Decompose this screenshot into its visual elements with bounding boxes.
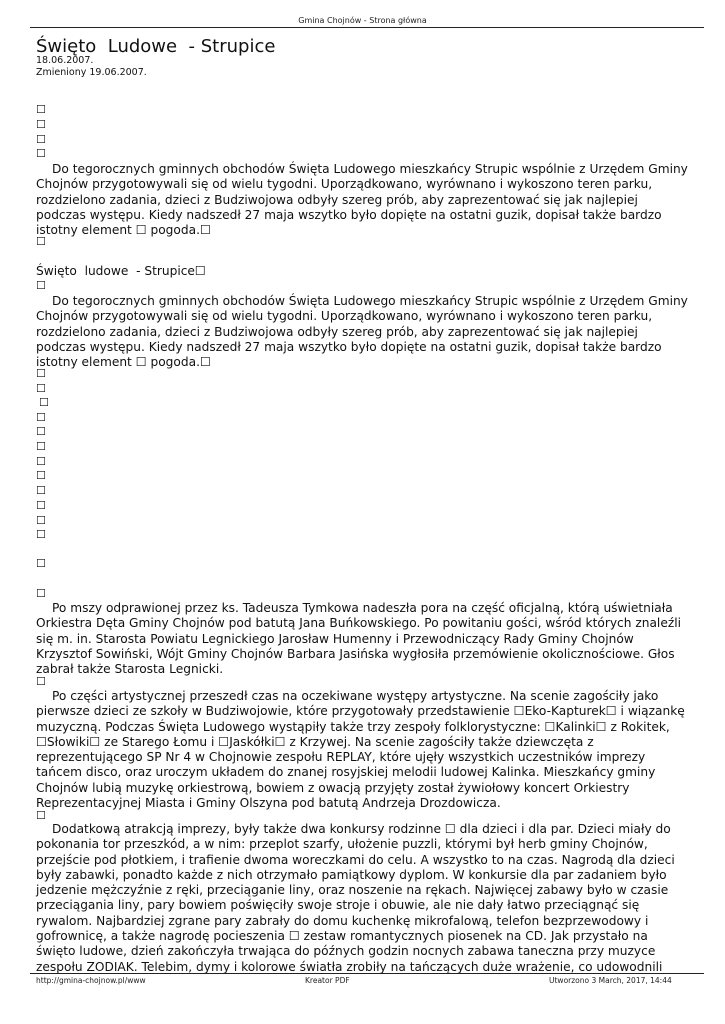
missing-glyph-box: ☐ [36, 809, 46, 822]
article-paragraph: Dodatkową atrakcją imprezy, były także dwa konkursy rodzinne ☐ dla dzieci i dla par. Dzieci miały do pokonania tor przeszkód, a w nim: przeplot szarfy, ułożenie puzzli, którymi był herb gminy Chojnów, przejście pod płotkiem, i trafienie dwoma woreczkami do celu. A wszystko to na czas. Nagrodą dla dzieci były zabawki, ponadto każde z nich otrzymało pamiątkowy dyplom. W konkursie dla par zadaniem było jedzenie mężczyźnie z ręki, przeciąganie liny, oraz noszenie na rękach. Najwięcej zabawy było w czasie przeciągania liny, pary bowiem poświęciły swoje stroje i obuwie, ale nie dały łatwo przeciągnąć się rywalom. Najbardziej zgrane pary zabrały do domu kuchenkę mikrofalową, telefon bezprzewodowy i gofrownicę, a także nagrodę pocieszenia ☐ zestaw romantycznych piosenek na CD. Jak przystało na święto ludowe, dzień zakończyła trwająca do późnych godzin nocnych zabawa taneczna przy muzyce zespołu ZODIAK. Telebim, dymy i kolorowe światła zrobiły na tańczących duże wrażenie, co udowodnili [36, 822, 675, 974]
missing-glyph-box: ☐ [36, 147, 46, 160]
missing-glyph-box: ☐ [36, 118, 46, 131]
missing-glyph-box: ☐ [36, 235, 46, 248]
missing-glyph-box: ☐ [36, 499, 46, 512]
publish-date: 18.06.2007. [36, 55, 94, 66]
footer-url: http://gmina-chojnow.pl/www [36, 976, 146, 985]
footer-divider [30, 973, 704, 974]
missing-glyph-box: ☐ [36, 411, 46, 424]
missing-glyph-box: ☐ [39, 396, 49, 409]
missing-glyph-box: ☐ [36, 279, 46, 292]
article-paragraph: Do tegorocznych gminnych obchodów Święta Ludowego mieszkańcy Strupic wspólnie z Urzędem Gminy Chojnów przygotowywali się od wielu tygodni. Uporządkowano, wyrównano i wykoszono teren parku, rozdzielono zadania, dzieci z Budziwojowa odbyły szereg prób, aby zaprezentować się jak najlepiej podczas występu. Kiedy nadszedł 27 maja wszytko było dopięte na ostatni guzik, dopisał także bardzo istotny element ☐ pogoda.☐ [36, 294, 688, 370]
missing-glyph-box: ☐ [36, 103, 46, 116]
missing-glyph-box: ☐ [36, 514, 46, 527]
missing-glyph-box: ☐ [36, 455, 46, 468]
missing-glyph-box: ☐ [36, 425, 46, 438]
header-divider [30, 27, 704, 28]
missing-glyph-box: ☐ [36, 528, 46, 541]
missing-glyph-box: ☐ [36, 587, 46, 600]
footer-generator: Kreator PDF [305, 976, 350, 985]
missing-glyph-box: ☐ [36, 557, 46, 570]
missing-glyph-box: ☐ [36, 469, 46, 482]
missing-glyph-box: ☐ [36, 675, 46, 688]
article-paragraph: Po mszy odprawionej przez ks. Tadeusza Tymkowa nadeszła pora na część oficjalną, którą uświetniała Orkiestra Dęta Gminy Chojnów pod batutą Jana Buńkowskiego. Po powitaniu gości, wśród których znaleźli się m. in. Starosta Powiatu Legnickiego Jarosław Humenny i Przewodniczący Rady Gminy Chojnów Krzysztof Sowiński, Wójt Gminy Chojnów Barbara Jasińska wygłosiła przemówienie okolicznościowe. Głos zabrał także Starosta Legnicki. [36, 601, 681, 677]
article-subtitle: Święto ludowe - Strupice☐ [36, 264, 206, 278]
modified-date: Zmieniony 19.06.2007. [36, 67, 147, 78]
missing-glyph-box: ☐ [36, 440, 46, 453]
article-paragraph: Po części artystycznej przeszedł czas na oczekiwane występy artystyczne. Na scenie zagościły jako pierwsze dzieci ze szkoły w Budziwojowie, które przygotowały przedstawienie ☐Eko-Kapturek☐ i wiązankę muzyczną. Podczas Święta Ludowego wystąpiły także trzy zespoły folklorystyczne: ☐Kalinki☐ z Rokitek, ☐Słowiki☐ ze Starego Łomu i ☐Jaskółki☐ z Krzywej. Na scenie zagościły także dziewczęta z reprezentującego SP Nr 4 w Chojnowie zespołu REPLAY, które ujęły wszystkich uczestników imprezy tańcem disco, oraz uroczym układem do znanej rosyjskiej melodii ludowej Kalinka. Mieszkańcy gminy Chojnów lubią muzykę orkiestrową, bowiem z owacją przyjęty został żywiołowy koncert Orkiestry Reprezentacyjnej Miasta i Gminy Olszyna pod batutą Andrzeja Drozdowicza. [36, 689, 685, 811]
missing-glyph-box: ☐ [36, 382, 46, 395]
header-title: Gmina Chojnów - Strona główna [298, 16, 427, 25]
missing-glyph-box: ☐ [36, 133, 46, 146]
missing-glyph-box: ☐ [36, 367, 46, 380]
footer-created: Utworzono 3 March, 2017, 14:44 [549, 976, 672, 985]
missing-glyph-box: ☐ [36, 484, 46, 497]
page-title: Święto Ludowe - Strupice [36, 36, 276, 57]
article-paragraph: Do tegorocznych gminnych obchodów Święta Ludowego mieszkańcy Strupic wspólnie z Urzędem Gminy Chojnów przygotowywali się od wielu tygodni. Uporządkowano, wyrównano i wykoszono teren parku, rozdzielono zadania, dzieci z Budziwojowa odbyły szereg prób, aby zaprezentować się jak najlepiej podczas występu. Kiedy nadszedł 27 maja wszytko było dopięte na ostatni guzik, dopisał także bardzo istotny element ☐ pogoda.☐ [36, 162, 688, 238]
